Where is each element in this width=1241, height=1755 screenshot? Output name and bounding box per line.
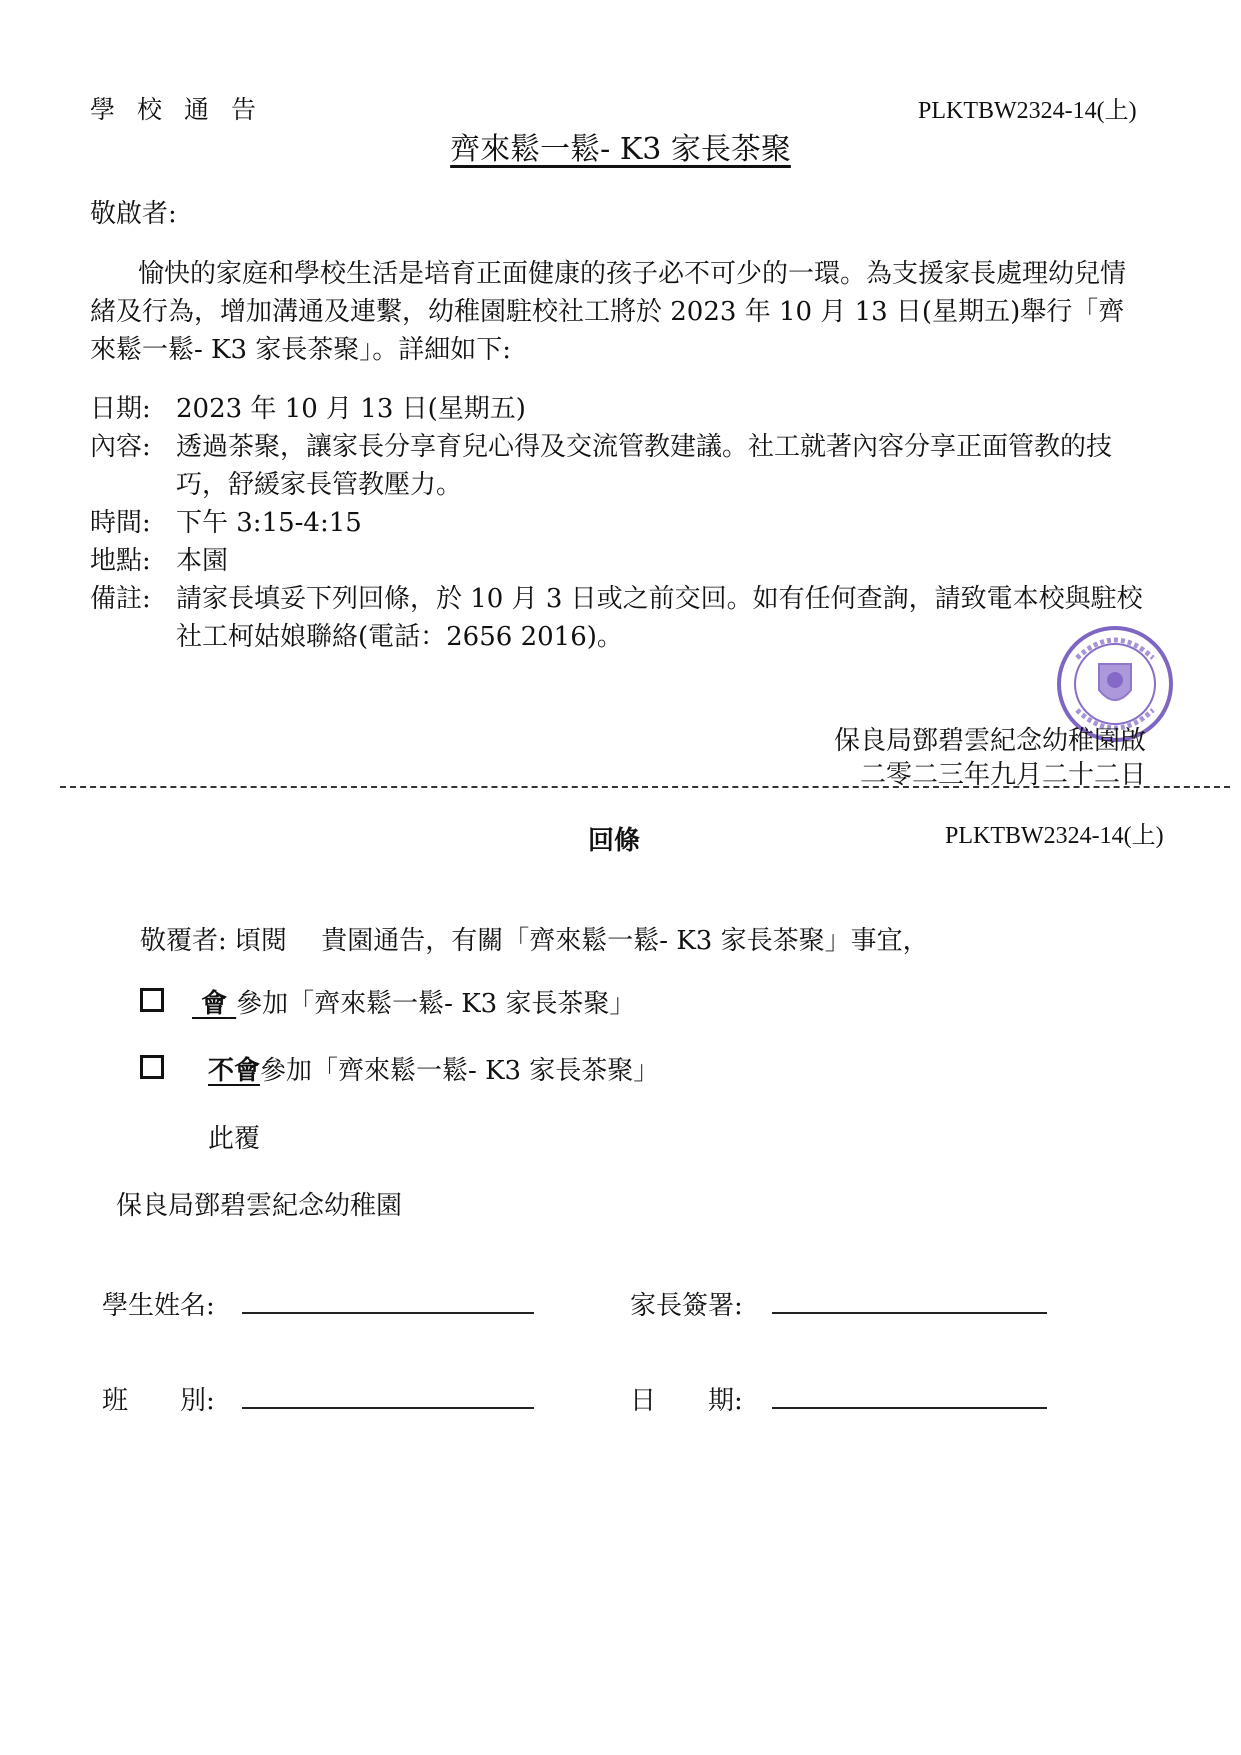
detail-label: 時間: (90, 508, 151, 538)
parent-signature-field[interactable] (772, 1312, 1047, 1314)
tear-off-line (60, 786, 1230, 788)
detail-venue (90, 542, 1150, 580)
attend-text: 參加「齊來鬆一鬆- K3 家長茶聚」 (236, 989, 636, 1019)
detail-label: 地點: (90, 546, 151, 576)
student-name-field[interactable] (242, 1312, 534, 1314)
class-field[interactable] (242, 1407, 534, 1409)
reply-closing: 此覆 (208, 1124, 261, 1154)
detail-time (90, 504, 1150, 542)
attend-option (192, 983, 635, 1020)
reply-intro: 敬覆者: 頃閱 貴園通告，有關「齊來鬆一鬆- K3 家長茶聚」事宜， (140, 926, 929, 956)
detail-date (90, 390, 1150, 428)
notice-code: PLKTBW2324-14(上) (918, 98, 1137, 124)
parent-signature-label: 家長簽署: (630, 1291, 743, 1321)
not-attend-keyword: 不會 (208, 1056, 261, 1086)
notice-type-label: 學校通告 (90, 95, 279, 124)
notice-title-text: 齊來鬆一鬆- K3 家長茶聚 (450, 132, 791, 167)
details-list (90, 390, 1150, 656)
detail-value: 本園 (176, 546, 229, 576)
reply-code: PLKTBW2324-14(上) (945, 823, 1164, 849)
not-attend-checkbox[interactable] (140, 1055, 164, 1079)
detail-content (90, 428, 1150, 504)
detail-remarks (90, 580, 1150, 656)
not-attend-text: 參加「齊來鬆一鬆- K3 家長茶聚」 (260, 1056, 660, 1086)
detail-value: 下午 3:15-4:15 (176, 508, 362, 538)
signature-school: 保良局鄧碧雲紀念幼稚園啟 (833, 726, 1146, 756)
notice-title (0, 124, 1241, 168)
detail-label: 備註: (90, 584, 151, 614)
student-name-label: 學生姓名: (102, 1291, 215, 1321)
date-label: 日 期: (630, 1386, 743, 1416)
detail-label: 日期: (90, 394, 151, 424)
reply-school-name: 保良局鄧碧雲紀念幼稚園 (116, 1191, 403, 1221)
not-attend-option (208, 1050, 659, 1087)
reply-title: 回條 (588, 826, 641, 856)
signature-date: 二零二三年九月二十二日 (859, 760, 1146, 790)
class-label: 班 別: (102, 1386, 215, 1416)
salutation: 敬啟者: (90, 199, 177, 229)
detail-value: 2023 年 10 月 13 日(星期五) (176, 394, 526, 424)
detail-label: 內容: (90, 432, 151, 462)
attend-keyword: 會 (201, 989, 228, 1019)
detail-value: 透過茶聚，讓家長分享育兒心得及交流管教建議。社工就著內容分享正面管教的技巧，舒緩家長管教壓力。 (176, 432, 1113, 500)
detail-value: 請家長填妥下列回條，於 10 月 3 日或之前交回。如有任何查詢，請致電本校與駐校社工柯姑娘聯絡(電話：2656 2016)。 (176, 584, 1143, 652)
date-field[interactable] (772, 1407, 1047, 1409)
attend-checkbox[interactable] (140, 988, 164, 1012)
intro-paragraph: 愉快的家庭和學校生活是培育正面健康的孩子必不可少的一環。為支援家長處理幼兒情緒及行為，增加溝通及連繫，幼稚園駐校社工將於 2023 年 10 月 13 日(星期五)舉行「齊來鬆一鬆- K3 家長茶聚」。詳細如下: (90, 259, 1127, 365)
